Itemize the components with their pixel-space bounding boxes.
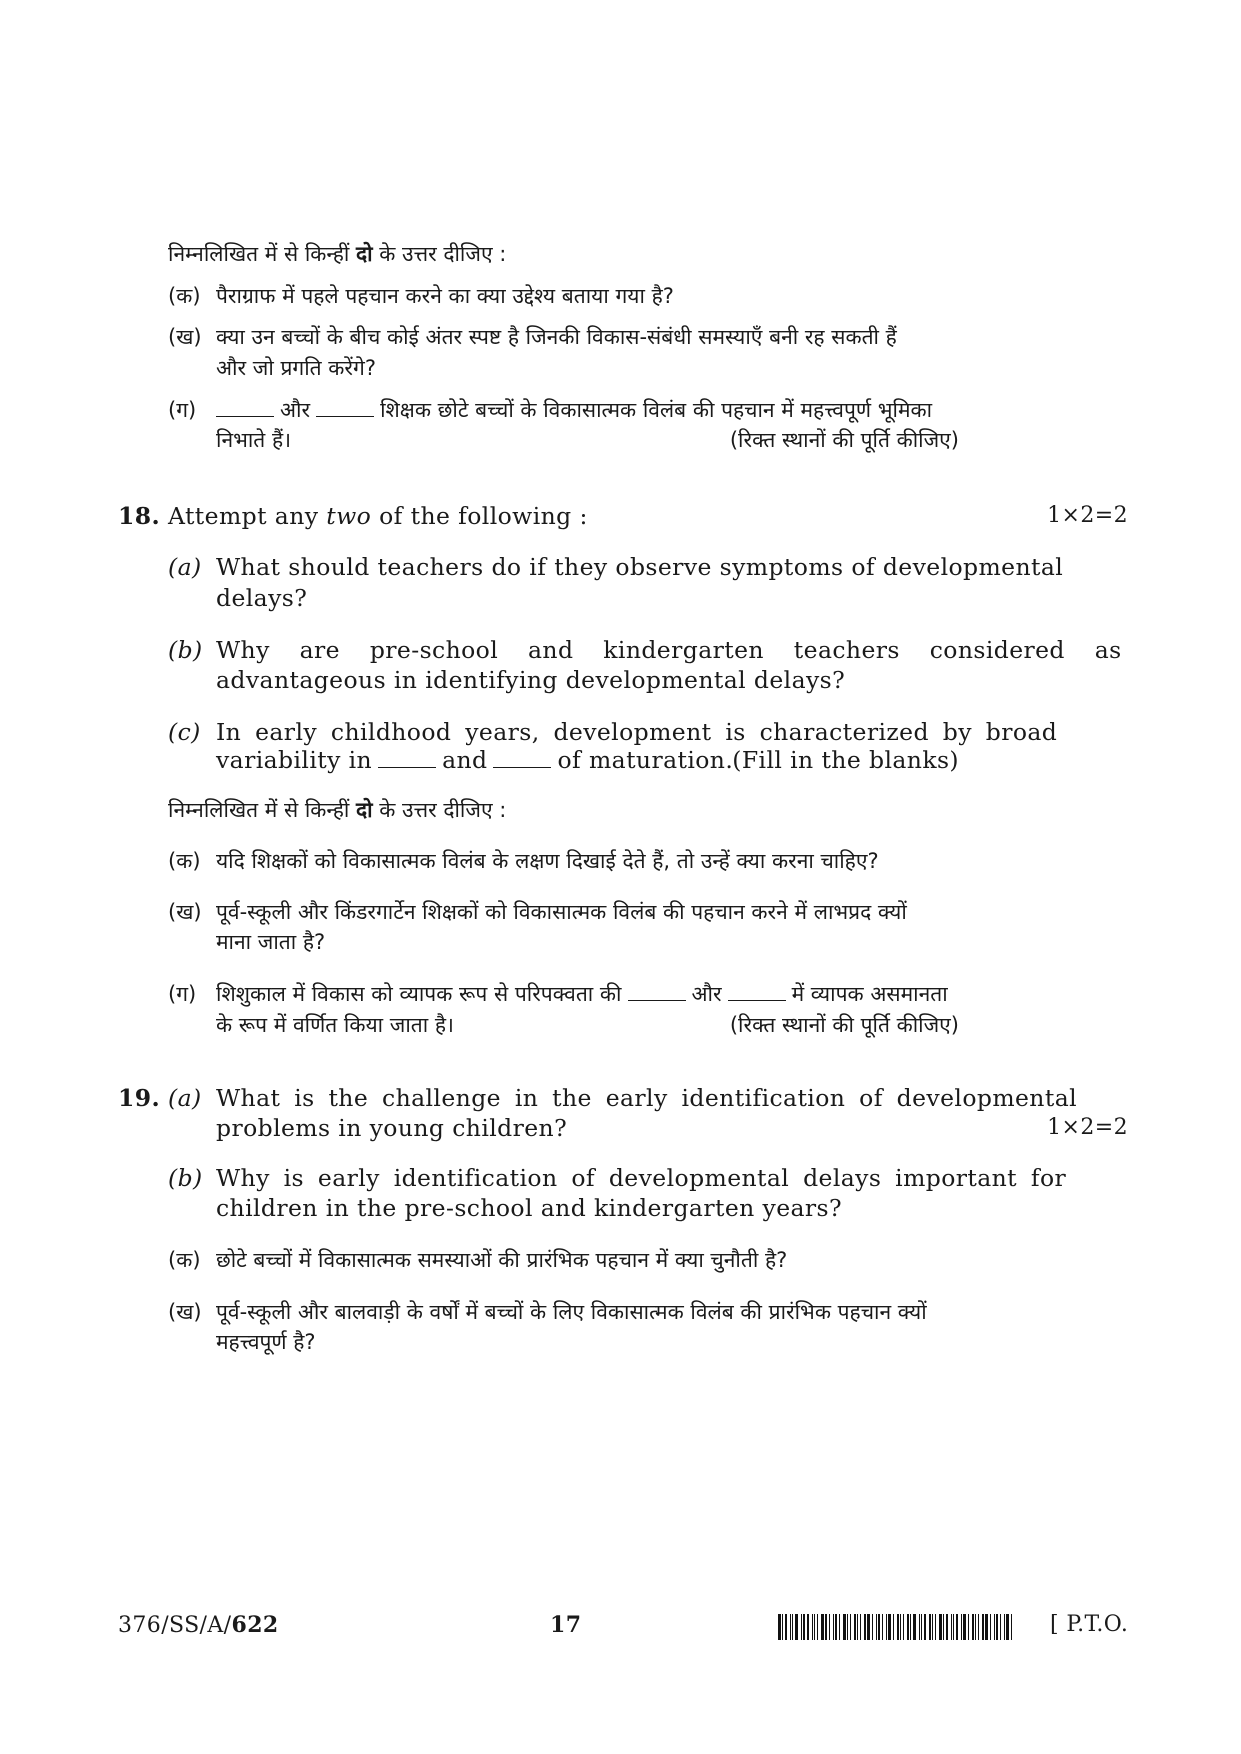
q17-hindi-ka: (क) [168,284,201,308]
barcode-bar [860,1614,861,1640]
barcode-bar [919,1614,920,1640]
q18-marks: 1×2=2 [1047,503,1128,528]
q18-fill-note: (Fill in the blanks) [732,746,959,774]
barcode-bar [975,1614,976,1640]
q18-hindi-ka: (क) [168,849,201,873]
barcode-bar [968,1614,969,1640]
q18-a-line2: delays? [216,584,308,612]
barcode-bar [817,1614,818,1640]
q18-hindi-ga-line1: शिशुकाल में विकास को व्यापक रूप से परिपक्वता की और में व्यापक असमानता [216,982,948,1006]
barcode-bar [872,1614,873,1640]
page-number: 17 [550,1612,582,1638]
q19-number: 19. [118,1084,161,1112]
barcode-bar [795,1614,798,1640]
barcode-bar [843,1614,846,1640]
q19-hindi-ka: (क) [168,1248,201,1272]
barcode-bar [814,1614,815,1640]
barcode-graphic [778,1614,1043,1640]
barcode-bar [778,1614,781,1640]
barcode-bar [903,1614,904,1640]
barcode-bar [850,1614,851,1640]
barcode-bar [994,1614,995,1640]
q17-hindi-instruction: निम्नलिखित में से किन्हीं दो के उत्तर दीजिए : [168,242,507,266]
q19-hindi-kha-line1: पूर्व-स्कूली और बालवाड़ी के वर्षों में बच्चों के लिए विकासात्मक विलंब की प्रारंभिक पहचान क्यों [216,1300,927,1324]
q18-number: 18. [118,502,161,530]
barcode-bar [996,1614,998,1640]
q18-a-line1: What should teachers do if they observe symptoms of developmental [216,553,1064,581]
q18-c-label: (c) [168,718,201,746]
barcode-bar [893,1614,894,1640]
barcode-bar [785,1614,787,1640]
barcode-bar [882,1614,883,1640]
q17-hindi-kha: (ख) [168,325,202,349]
barcode-bar [876,1614,877,1640]
barcode-bar [913,1614,916,1640]
q17-hindi-kha-line2: और जो प्रगति करेंगे? [216,356,376,380]
q18-hindi-instruction: निम्नलिखित में से किन्हीं दो के उत्तर दीजिए : [168,798,507,822]
q19-hindi-ka-text: छोटे बच्चों में विकासात्मक समस्याओं की प्रारंभिक पहचान में क्या चुनौती है? [216,1248,788,1272]
barcode-bar [790,1614,791,1640]
q19-a-label: (a) [168,1084,202,1112]
barcode-bar [907,1614,909,1640]
q17-hindi-ka-text: पैराग्राफ में पहले पहचान करने का क्या उद्देश्य बताया गया है? [216,284,674,308]
barcode-bar [961,1614,962,1640]
q18-b-line1: Why are pre-school and kindergarten teachers considered as [216,636,1122,664]
barcode-bar [864,1614,866,1640]
barcode-bar [1011,1614,1012,1640]
barcode-bar [910,1614,911,1640]
barcode-bar [833,1614,834,1640]
barcode-bar [803,1614,805,1640]
q18-hindi-fill-note: (रिक्त स्थानों की पूर्ति कीजिए) [729,1013,959,1037]
barcode-bar [886,1614,887,1640]
barcode-bar [935,1614,936,1640]
barcode-bar [847,1614,848,1640]
barcode-bar [943,1614,944,1640]
barcode-bar [963,1614,966,1640]
q17-hindi-ga-line2: निभाते हैं। [216,428,292,452]
barcode-bar [956,1614,958,1640]
q17-hindi-ga: (ग) [168,398,197,422]
barcode-bar [792,1614,793,1640]
barcode-bar [978,1614,979,1640]
barcode-bar [807,1614,809,1640]
q19-hindi-kha-line2: महत्त्वपूर्ण है? [216,1330,316,1354]
barcode-bar [939,1614,942,1640]
barcode-bar [946,1614,948,1640]
q19-marks: 1×2=2 [1047,1115,1128,1140]
q18-hindi-kha-line1: पूर्व-स्कूली और किंडरगार्टेन शिक्षकों को विकासात्मक विलंब की पहचान करने में लाभप्रद क्यों [216,900,907,924]
q19-hindi-kha: (ख) [168,1300,202,1324]
barcode-bar [839,1614,840,1640]
barcode-bar [867,1614,870,1640]
barcode-bar [812,1614,813,1640]
q18-c-line1: In early childhood years, development is characterized by broad [216,718,1058,746]
barcode-bar [924,1614,926,1640]
barcode-bar [921,1614,922,1640]
q18-b-label: (b) [168,636,203,664]
barcode-bar [982,1614,984,1640]
barcode-bar [829,1614,830,1640]
q18-b-line2: advantageous in identifying developmental delays? [216,666,846,694]
q18-hindi-kha-line2: माना जाता है? [216,930,326,954]
q19-b-line1: Why is early identification of developmental delays important for [216,1164,1067,1192]
barcode-bar [932,1614,933,1640]
paper-code: 376/SS/A/622 [118,1612,279,1638]
q17-hindi-ga-line1: और शिक्षक छोटे बच्चों के विकासात्मक विलंब की पहचान में महत्त्वपूर्ण भूमिका [216,394,960,426]
q19-b-label: (b) [168,1164,203,1192]
barcode-bar [990,1614,991,1640]
q18-instruction: Attempt any two of the following : [168,502,588,530]
barcode-bar [854,1614,856,1640]
barcode-bar [985,1614,988,1640]
barcode-bar [929,1614,931,1640]
q19-a-line2: problems in young children? [216,1114,568,1142]
q18-hindi-ga: (ग) [168,982,197,1006]
barcode-bar [951,1614,952,1640]
q19-b-line2: children in the pre-school and kindergarten years? [216,1194,843,1222]
barcode-bar [972,1614,974,1640]
barcode-bar [857,1614,858,1640]
barcode-bar [878,1614,880,1640]
barcode-bar [888,1614,891,1640]
barcode-bar [835,1614,837,1640]
pto-label: [ P.T.O. [1050,1612,1129,1637]
q18-hindi-kha: (ख) [168,900,202,924]
barcode-bar [821,1614,824,1640]
barcode-bar [1006,1614,1009,1640]
barcode-bar [1004,1614,1005,1640]
barcode-bar [801,1614,802,1640]
barcode-bar [782,1614,783,1640]
barcode-bar [900,1614,901,1640]
barcode-bar [825,1614,827,1640]
q18-a-label: (a) [168,553,202,581]
barcode-bar [953,1614,954,1640]
barcode-bar [897,1614,899,1640]
barcode-bar [1000,1614,1001,1640]
q17-hindi-kha-line1: क्या उन बच्चों के बीच कोई अंतर स्पष्ट है जिनकी विकास-संबंधी समस्याएँ बनी रह सकती हैं [216,325,897,349]
q19-a-line1: What is the challenge in the early identification of developmental [216,1084,1078,1112]
q17-hindi-fill-note: (रिक्त स्थानों की पूर्ति कीजिए) [729,428,959,452]
q18-hindi-ka-text: यदि शिक्षकों को विकासात्मक विलंब के लक्षण दिखाई देते हैं, तो उन्हें क्या करना चाहिए? [216,849,879,873]
q18-c-line2: variability in and of maturation. [216,746,734,774]
q18-hindi-ga-line2: के रूप में वर्णित किया जाता है। [216,1013,454,1037]
